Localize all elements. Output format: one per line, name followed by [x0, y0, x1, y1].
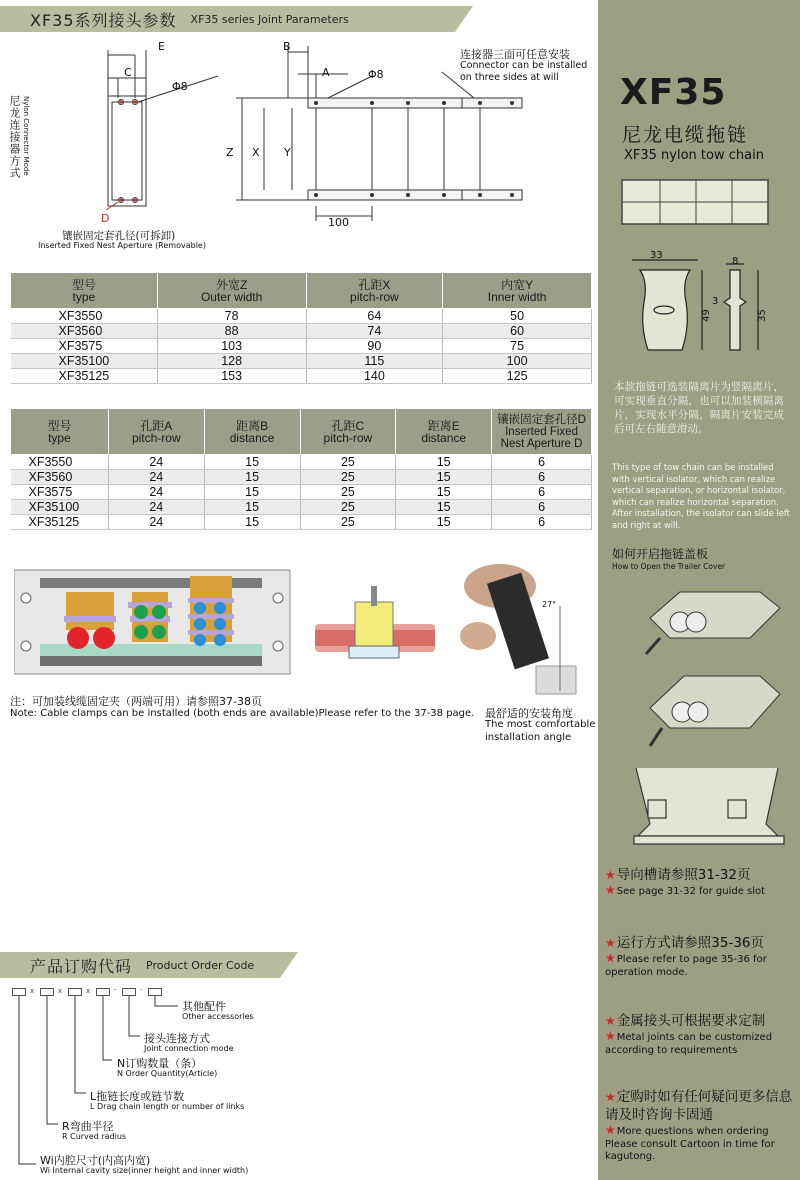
star-icon: ★: [605, 1123, 616, 1137]
note-inquiries: ★定购时如有任何疑问更多信息请及时咨询卡固通 ★More questions when ordering Please consult Cartoon in time for kagutong.: [605, 1089, 793, 1162]
dim-3: 3: [712, 296, 719, 307]
dim-phi8-right-label: Φ8: [368, 68, 384, 81]
order-code-title-cn: 产品订购代码: [30, 956, 133, 976]
t1-col-type: 型号 type: [11, 273, 158, 309]
order-item-radius-en: R Curved radius: [62, 1132, 127, 1141]
dim-x-label: X: [252, 146, 260, 159]
dim-c-label: C: [124, 66, 132, 79]
star-icon: ★: [605, 951, 616, 965]
dim-b-label: B: [283, 40, 291, 53]
table-row: XF3550 78 64 50: [11, 309, 592, 324]
clamp-cross-section: [315, 584, 435, 674]
joint-params-title-en: XF35 series Joint Parameters: [190, 12, 349, 26]
star-icon: ★: [605, 868, 616, 882]
order-item-cavity-en: Wi Internal cavity size(inner height and inner width): [40, 1166, 249, 1175]
open-cover-title-cn: 如何开启拖链盖板: [612, 547, 709, 561]
order-item-quantity-en: N Order Quantity(Article): [117, 1069, 218, 1078]
dim-a-label: A: [322, 66, 330, 79]
code-box-joint: [122, 988, 136, 996]
table-row: XF35125 153 140 125: [11, 369, 592, 384]
link-profile-drawing: [618, 242, 788, 362]
star-icon: ★: [605, 936, 616, 950]
table-row: XF35100 128 115 100: [11, 354, 592, 369]
dim-33: 33: [650, 250, 663, 261]
chain-top-view: [620, 176, 770, 228]
connector-note-cn: 连接器三面可任意安装: [460, 48, 570, 61]
dim-d-label: D: [101, 212, 110, 225]
clamp-note-cn: 注：可加装线缆固定夹（两端可用）请参照37-38页: [10, 695, 262, 708]
t1-col-outer-width: 外宽Z Outer width: [157, 273, 306, 309]
cable-clamp-illustration: [14, 562, 294, 682]
connector-note-en1: Connector can be installed: [460, 60, 588, 71]
t1-col-pitch-row: 孔距X pitch-row: [306, 273, 443, 309]
table-row: XF3575 24 15 25 15 6: [11, 485, 592, 500]
order-item-accessories-cn: 其他配件: [182, 1000, 226, 1013]
order-item-joint-en: Joint connection mode: [144, 1044, 234, 1053]
model-title: XF35: [620, 72, 727, 113]
order-item-joint-cn: 接头连接方式: [144, 1032, 210, 1045]
angle-en2: installation angle: [485, 732, 572, 743]
t2-col-pitch-a: 孔距A pitch-row: [108, 409, 204, 455]
order-item-accessories-en: Other accessories: [182, 1012, 254, 1021]
mounting-bracket-drawing: [628, 764, 788, 854]
code-sep: x: [30, 987, 35, 995]
pitch-distance-table: [10, 408, 592, 530]
t2-col-nest-aperture: 镶嵌固定套孔径D Inserted Fixed Nest Aperture D: [492, 409, 592, 455]
t2-col-pitch-c: 孔距C pitch-row: [300, 409, 396, 455]
star-icon: ★: [605, 883, 616, 897]
t2-col-distance-b: 距离B distance: [204, 409, 300, 455]
star-icon: ★: [605, 1014, 616, 1028]
table-row: XF3550 24 15 25 15 6: [11, 455, 592, 470]
table-row: XF3575 103 90 75: [11, 339, 592, 354]
code-sep: -: [140, 986, 143, 994]
dim-100-label: 100: [328, 216, 349, 229]
note-operation-mode: ★运行方式请参照35-36页 ★Please refer to page 35-36 for operation mode.: [605, 935, 767, 978]
table-row: XF3560 88 74 60: [11, 324, 592, 339]
open-cover-step1: [640, 578, 790, 658]
open-cover-step2: [640, 664, 790, 750]
code-box-r: [40, 988, 54, 996]
angle-value: 27°: [542, 600, 557, 609]
code-box-wi: [12, 988, 26, 996]
nest-aperture-cn: 镶嵌固定套孔径(可拆卸): [62, 230, 176, 242]
code-box-accessories: [148, 988, 162, 996]
dim-35: 35: [756, 309, 768, 322]
isolator-description-cn: 本款拖链可选装隔离片为竖隔离片，可实现垂直分隔，也可以加装横隔离片，实现水平分隔，隔离片安装完成后可左右随意滑动。: [614, 381, 784, 435]
t1-col-inner-width: 内宽Y Inner width: [443, 273, 592, 309]
nest-aperture-en: Inserted Fixed Nest Aperture (Removable): [38, 241, 206, 250]
angle-cn: 最舒适的安装角度: [485, 707, 573, 720]
star-icon: ★: [605, 1029, 616, 1043]
connector-mode-en: Nylon Connector Mode: [22, 96, 30, 176]
order-item-length-en: L Drag chain length or number of links: [90, 1102, 245, 1111]
model-name-cn: 尼龙电缆拖链: [622, 124, 749, 146]
dim-phi8-left-label: Φ8: [172, 80, 188, 93]
note-guide-slot: ★导向槽请参照31-32页 ★See page 31-32 for guide slot: [605, 867, 766, 897]
dim-z-label: Z: [226, 146, 234, 159]
code-box-n: [96, 988, 110, 996]
table-row: XF35125 24 15 25 15 6: [11, 515, 592, 530]
angle-en1: The most comfortable: [485, 719, 596, 730]
connector-note-en2: on three sides at will: [460, 72, 559, 83]
table-row: XF35100 24 15 25 15 6: [11, 500, 592, 515]
order-code-title-en: Product Order Code: [146, 958, 255, 972]
code-box-l: [68, 988, 82, 996]
connector-mode-cn: 尼龙连接器方式: [8, 95, 21, 179]
isolator-description-en: This type of tow chain can be installed with vertical isolator, which can realize vertical separation, or horizontal isolator, which can realize horizontal separation. After installation, the isolator can slide left and right at will.: [612, 462, 790, 530]
dim-e-label: E: [158, 40, 165, 53]
code-sep: x: [58, 987, 63, 995]
model-name-en: XF35 nylon tow chain: [624, 148, 764, 163]
installation-angle-photo: [460, 556, 590, 696]
open-cover-title-en: How to Open the Trailer Cover: [612, 562, 726, 571]
order-item-cavity-cn: Wi内腔尺寸(内高内宽): [40, 1154, 151, 1167]
table-row: XF3560 24 15 25 15 6: [11, 470, 592, 485]
dim-8: 8: [732, 256, 739, 267]
t2-col-distance-e: 距离E distance: [396, 409, 492, 455]
star-icon: ★: [605, 1090, 616, 1104]
order-item-radius-cn: R弯曲半径: [62, 1120, 114, 1133]
dim-y-label: Y: [284, 146, 291, 159]
t2-col-type: 型号 type: [11, 409, 109, 455]
order-item-length-cn: L拖链长度或链节数: [90, 1090, 185, 1103]
joint-params-header: [0, 6, 455, 32]
outer-width-table: [10, 272, 592, 384]
dim-49: 49: [700, 309, 712, 322]
order-item-quantity-cn: N订购数量（条）: [117, 1057, 203, 1070]
code-sep: -: [114, 986, 117, 994]
note-metal-joints: ★金属接头可根据要求定制 ★Metal joints can be customized according to requirements: [605, 1013, 773, 1056]
clamp-note-en: Note: Cable clamps can be installed (both ends are available)Please refer to the 37-38 page.: [10, 708, 475, 719]
code-sep: x: [86, 987, 91, 995]
joint-params-title-cn: XF35系列接头参数: [30, 10, 177, 30]
order-code-header: [0, 952, 280, 978]
